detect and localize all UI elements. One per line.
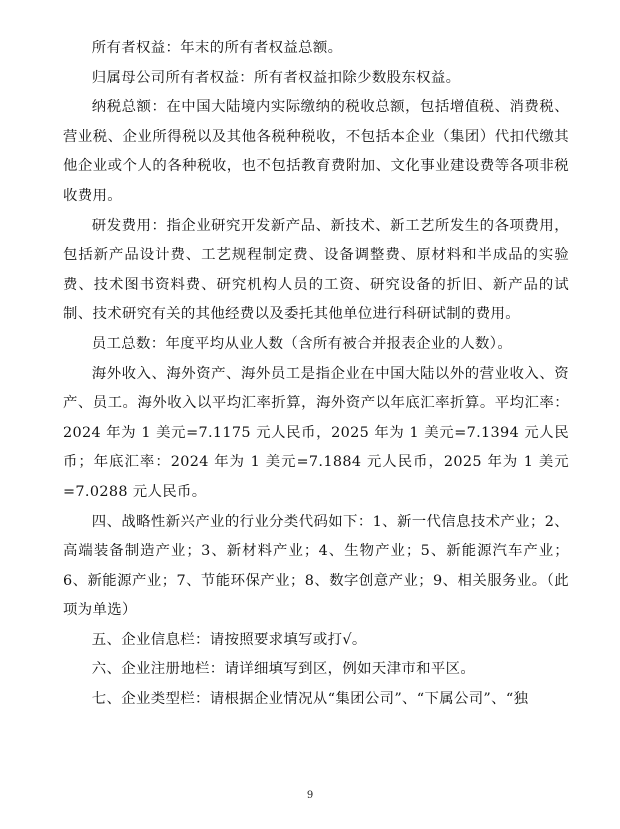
paragraph-company-info: 五、企业信息栏：请按照要求填写或打√。 <box>91 631 367 648</box>
page-number: 9 <box>306 790 314 801</box>
document-body <box>63 34 569 715</box>
paragraph-overseas: 海外收入、海外资产、海外员工是指企业在中国大陆以外的营业收入、资产、员工。海外收入以平均汇率折算，海外资产以年底汇率折算。平均汇率：2024 年为 1 美元=7.1175 元人民币，2025 年为 1 美元=7.1394 元人民币；年底汇率：2024 年为 1 美元=7.1884 元人民币，2025 年为 1 美元=7.0288 元人民币。 <box>63 365 569 500</box>
paragraph-industry-codes: 四、战略性新兴产业的行业分类代码如下：1、新一代信息技术产业；2、高端装备制造产业；3、新材料产业；4、生物产业；5、新能源汽车产业；6、新能源产业；7、节能环保产业；8、数字创意产业；9、相关服务业。（此项为单选） <box>63 513 569 619</box>
paragraph-parent-equity: 归属母公司所有者权益：所有者权益扣除少数股东权益。 <box>91 69 461 86</box>
paragraph-employees: 员工总数：年度平均从业人数（含所有被合并报表企业的人数）。 <box>91 335 513 352</box>
paragraph-owners-equity: 所有者权益：年末的所有者权益总额。 <box>91 40 343 56</box>
paragraph-registration: 六、企业注册地栏：请详细填写到区，例如天津市和平区。 <box>91 661 476 678</box>
paragraph-company-type: 七、企业类型栏：请根据企业情况从“集团公司”、“下属公司”、“独 <box>91 691 529 708</box>
paragraph-total-tax: 纳税总额：在中国大陆境内实际缴纳的税收总额，包括增值税、消费税、营业税、企业所得税以及其他各税种税收，不包括本企业（集团）代扣代缴其他企业或个人的各种税收，也不包括教育费附加、文化事业建设费等各项非税收费用。 <box>63 99 569 204</box>
paragraph-rd-expense: 研发费用：指企业研究开发新产品、新技术、新工艺所发生的各项费用，包括新产品设计费、工艺规程制定费、设备调整费、原材料和半成品的实验费、技术图书资料费、研究机构人员的工资、研究设备的折旧、新产品的试制、技术研究有关的其他经费以及委托其他单位进行科研试制的费用。 <box>63 217 569 323</box>
